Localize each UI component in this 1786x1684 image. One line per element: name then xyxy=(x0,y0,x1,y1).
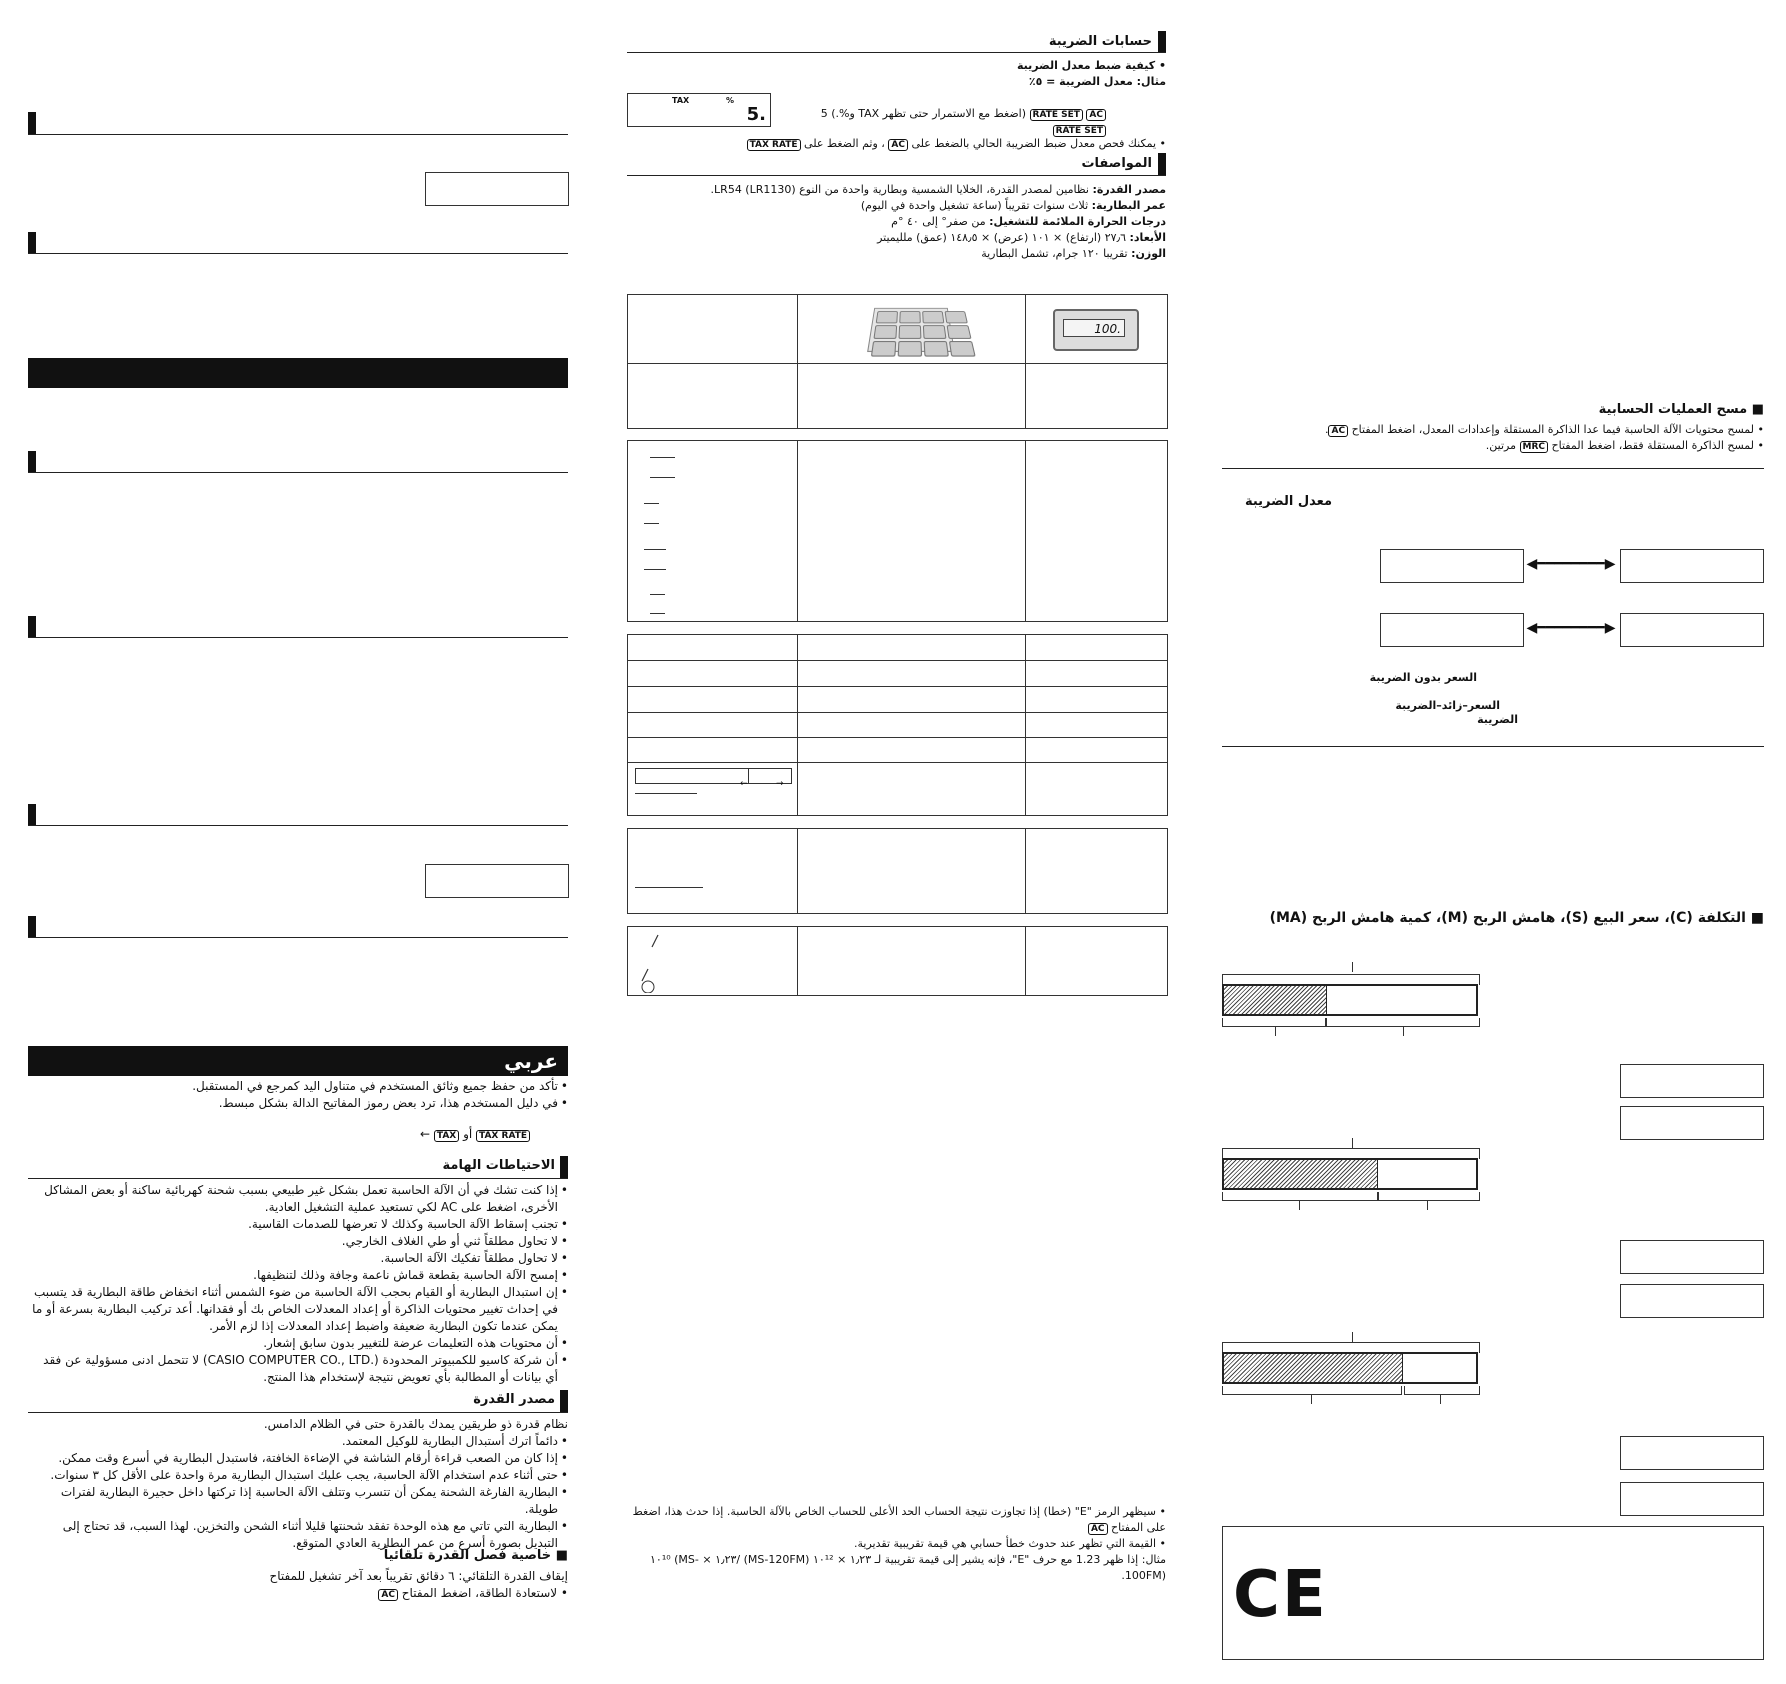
empty-box xyxy=(1620,1436,1764,1470)
margin-title-text: التكلفة (C)، سعر البيع (S)، هامش الربح (M)، كمية هامش الربح (MA) xyxy=(1269,910,1746,926)
section-rule xyxy=(28,825,568,826)
table-1 xyxy=(627,294,1168,429)
tax-key-small: TAX xyxy=(434,1130,459,1142)
error-notes: • سيظهر الرمز "E" (خطا) إذا تجاوزت نتيجة الحساب الحد الأعلى للحساب الخاص بالآلة الحاسبة. إذا حدث هذا، اضغط على المفتاح AC • القيمة التي تظهر عند حدوث خطأ حسابي هي قيمة تقريبية تقديرية. مثال: إذا ظهر 1.23 مع حرف "E"، فإنه يشير إلى قيمة تقريبية لـ ١٫٢٣ × ١٠¹² (MS-120FM) /١٫٢٣ × ١٠¹⁰ (MS-100FM). xyxy=(627,1504,1166,1584)
precaution-item: • أن محتويات هذه التعليمات عرضة للتغيير بدون سابق إشعار. xyxy=(28,1335,568,1352)
rate-set-key: RATE SET xyxy=(1030,109,1083,121)
spec-label: مصدر القدرة: xyxy=(1092,183,1166,196)
section-rule xyxy=(1222,746,1764,747)
error-note-2: القيمة التي تظهر عند حدوث خطأ حسابي هي قيمة تقريبية تقديرية. xyxy=(854,1537,1156,1550)
mrc-key: MRC xyxy=(1520,441,1549,453)
empty-box xyxy=(425,172,569,206)
auto-power-off-title xyxy=(300,1548,568,1563)
power-source-intro: نظام قدرة ذو طريقين يمدك بالقدرة حتى في الظلام الدامس. xyxy=(263,1417,568,1431)
section-rule xyxy=(627,175,1166,176)
section-rule xyxy=(28,253,568,254)
section-marker xyxy=(1158,31,1166,53)
empty-box xyxy=(425,864,569,898)
section-marker xyxy=(560,1390,568,1412)
section-marker xyxy=(28,112,36,134)
section-rule xyxy=(28,1412,568,1413)
intro-bullet: • في دليل المستخدم هذا، ترد بعض رموز المفاتيح الدالة بشكل مبسط. xyxy=(28,1095,568,1112)
hatched-cost-bar xyxy=(1224,1160,1378,1188)
ce-mark: CE xyxy=(1233,1558,1328,1632)
clear-item-2: لمسح الذاكرة المستقلة فقط، اضغط المفتاح xyxy=(1551,439,1754,452)
ac-key: AC xyxy=(378,1589,398,1601)
precaution-item: • لا تحاول مطلقاً ثني أو طي الغلاف الخارجي. xyxy=(28,1233,568,1250)
precaution-item: • إن استبدال البطارية أو القيام بحجب الآلة الحاسبة من ضوء الشمس أثناء انخفاض طاقة البطارية قد يتسبب في إحداث تغيير محتويات الذاكرة أو إعداد المعدلات الخاص بك أو فقدانها. أعد تركيب البطارية بسرعة أو ما يمكن عندما تكون البطارية ضعيفة واضبط إعداد المعدلات إذا لزم الأمر. xyxy=(28,1284,568,1335)
label-price-plus-tax: السعر–زائد–الضريبة xyxy=(1395,699,1500,712)
clear-title-text: مسح العمليات الحسابية xyxy=(1598,402,1748,417)
tax-check-note: • يمكنك فحص معدل ضبط الضريبة الحالي بالضغط على AC ، وثم الضغط على TAX RATE xyxy=(740,136,1166,168)
arabic-banner-text: عربي xyxy=(504,1049,558,1073)
ac-key: AC xyxy=(888,139,908,151)
calc-display xyxy=(627,93,771,127)
auto-power-off-title-text: خاصية فصل القدرة تلقائياً xyxy=(383,1548,552,1563)
clear-item-1: لمسح محتويات الآلة الحاسبة فيما عدا الذاكرة المستقلة وإعدادات المعدل، اضغط المفتاح xyxy=(1351,423,1754,436)
double-arrow-icon: ◀━━━━━━━━▶ xyxy=(1526,556,1616,572)
check-note-2: ، وثم الضغط على xyxy=(804,137,885,150)
ce-mark-box xyxy=(1222,1526,1764,1660)
section-rule xyxy=(627,52,1166,53)
ac-key: AC xyxy=(1328,425,1348,437)
square-bullet-icon: ■ xyxy=(555,1548,568,1563)
arabic-banner xyxy=(28,1046,568,1076)
section-marker xyxy=(560,1156,568,1178)
table-5 xyxy=(627,926,1168,996)
section-rule xyxy=(28,637,568,638)
keypad-icon xyxy=(867,308,955,352)
auto-off-line2: لاستعادة الطاقة، اضغط المفتاح xyxy=(401,1586,558,1600)
empty-box xyxy=(1620,1106,1764,1140)
diagram-box xyxy=(1620,613,1764,647)
power-item: • دائماً اترك أستبدال البطارية للوكيل المعتمد. xyxy=(28,1433,568,1450)
section-marker xyxy=(28,804,36,826)
display-value: 5. xyxy=(746,104,766,125)
arrow-right-icon: → xyxy=(776,779,784,789)
empty-box xyxy=(1620,1240,1764,1274)
section-marker xyxy=(28,616,36,638)
precaution-item: • تجنب إسقاط الآلة الحاسبة وكذلك لا تعرضها للصدمات القاسية. xyxy=(28,1216,568,1233)
check-note-1: يمكنك فحص معدل ضبط الضريبة الحالي بالضغط على xyxy=(911,137,1156,150)
or-text: أو xyxy=(463,1127,473,1141)
power-item: • البطارية الفارغة الشحنة يمكن أن تتسرب وتتلف الآلة الحاسبة إذا تركتها داخل حجيرة البطارية لفترات طويلة. xyxy=(28,1484,568,1518)
empty-box xyxy=(1620,1482,1764,1516)
section-rule xyxy=(28,472,568,473)
clear-section-title xyxy=(1400,402,1764,417)
label-price-without-tax: السعر بدون الضريبة xyxy=(1369,671,1477,684)
tax-rate-key: TAX RATE xyxy=(747,139,801,151)
display-icon xyxy=(1053,309,1139,351)
double-arrow-icon: ◀━━━━━━━━▶ xyxy=(1526,620,1616,636)
power-source-body xyxy=(28,1416,568,1552)
empty-box xyxy=(1620,1284,1764,1318)
diagram-box xyxy=(1380,549,1524,583)
instruction-text: (اضغط مع الاستمرار حتى تظهر TAX و%.) 5 xyxy=(820,107,1027,120)
precaution-item: • لا تحاول مطلقاً تفكيك الآلة الحاسبة. xyxy=(28,1250,568,1267)
left-arrow-icon: ← xyxy=(419,1127,431,1141)
square-bullet-icon: ■ xyxy=(1751,402,1764,417)
arabic-intro-bullets xyxy=(28,1078,568,1112)
table-3 xyxy=(627,634,1168,816)
display-icon-value: 100. xyxy=(1094,322,1121,336)
precautions-title: الاحتياطات الهامة xyxy=(442,1158,555,1173)
precaution-item: • أن شركة كاسيو للكمبيوتر المحدودة (.CASIO COMPUTER CO., LTD) لا تتحمل ادنى مسؤولية عن فقد أي بيانات أو المطالبة بأي تعويض نتيجة لإستخدام هذا المنتج. xyxy=(28,1352,568,1386)
power-item: • البطارية التي تاتي مع هذه الوحدة تفقد شحنتها قليلا أثناء الشحن والتخزين. لهذا السبب، قد تحتاج إلى التبديل بصورة أسرع من عمر البطارية العادي المتوقع. xyxy=(28,1518,568,1552)
auto-off-line1: إيقاف القدرة التلقائي: ٦ دقائق تقريباً بعد آخر تشغيل للمفتاح xyxy=(269,1569,568,1583)
margin-section-title xyxy=(1222,910,1764,926)
precaution-item: • إمسح الآلة الحاسبة بقطعة قماش ناعمة وجافة وذلك لتنظيفها. xyxy=(28,1267,568,1284)
bracket-diagram xyxy=(635,768,792,784)
section-marker xyxy=(28,451,36,473)
power-item: • إذا كان من الصعب قراءة أرقام الشاشة في الإضاءة الخافتة، فاستبدل البطارية في أسرع وقت ممكن. xyxy=(28,1450,568,1467)
tax-how-to: • كيفية ضبط معدل الضريبة مثال: معدل الضريبة = ٥٪ xyxy=(900,58,1166,90)
error-note-1: سيظهر الرمز "E" (خطا) إذا تجاوزت نتيجة الحساب الحد الأعلى للحساب الخاص بالآلة الحاسبة. إذا حدث هذا، اضغط على المفتاح xyxy=(632,1505,1166,1534)
tax-diagram-title: معدل الضريبة xyxy=(1244,494,1332,509)
spec-label: عمر البطارية: xyxy=(1091,199,1166,212)
spec-text: تقريبا ١٢٠ جرام، تشمل البطارية xyxy=(981,247,1128,260)
spec-text: ٢٧٫٦ (ارتفاع) × ١٠١ (عرض) × ١٤٨٫٥ (عمق) ملليميتر xyxy=(877,231,1127,244)
hatched-cost-bar xyxy=(1224,986,1327,1014)
diagram-box xyxy=(1620,549,1764,583)
section-rule xyxy=(1222,468,1764,469)
section-marker xyxy=(1158,153,1166,175)
clear-item-2-suffix: مرتين. xyxy=(1485,439,1517,452)
tax-indicator: TAX xyxy=(672,96,690,105)
empty-box xyxy=(1620,1064,1764,1098)
precautions-list xyxy=(28,1182,568,1386)
bullet-icon: • xyxy=(560,1586,568,1600)
spec-label: الوزن: xyxy=(1131,247,1166,260)
black-banner-empty xyxy=(28,358,568,388)
power-item: • حتى أثناء عدم استخدام الآلة الحاسبة، يجب عليك استبدال البطارية مرة واحدة على الأقل كل ٣ سنوات. xyxy=(28,1467,568,1484)
tax-example: مثال: معدل الضريبة = ٥٪ xyxy=(1028,75,1166,88)
how-to-set: كيفية ضبط معدل الضريبة xyxy=(1016,59,1156,72)
percent-indicator: % xyxy=(726,96,735,105)
table-2 xyxy=(627,440,1168,622)
spec-text: نظامين لمصدر القدرة، الخلايا الشمسية وبطارية واحدة من النوع LR54 (LR1130). xyxy=(710,183,1089,196)
section-rule xyxy=(28,134,568,135)
ac-key: AC xyxy=(1088,1523,1108,1535)
section-rule xyxy=(28,1178,568,1179)
clear-section-list: • لمسح محتويات الآلة الحاسبة فيما عدا الذاكرة المستقلة وإعدادات المعدل، اضغط المفتاح AC. • لمسح الذاكرة المستقلة فقط، اضغط المفتاح MRC مرتين. xyxy=(1324,423,1764,452)
table-4 xyxy=(627,828,1168,914)
section-rule xyxy=(28,937,568,938)
ac-key: AC xyxy=(1086,109,1106,121)
hatched-cost-bar xyxy=(1224,1354,1403,1382)
error-example: مثال: إذا ظهر 1.23 مع حرف "E"، فإنه يشير إلى قيمة تقريبية لـ ١٫٢٣ × ١٠¹² (MS-120FM) /١٫٢٣ × ١٠¹⁰ (MS-100FM). xyxy=(650,1553,1166,1582)
tax-section-title: حسابات الضريبة xyxy=(1048,34,1152,49)
intro-bullet: • تأكد من حفظ جميع وثائق المستخدم في متناول اليد كمرجع في المستقبل. xyxy=(28,1078,568,1095)
tax-set-instruction xyxy=(780,106,1106,138)
spec-text: من صفر° إلى ٤٠ °م xyxy=(891,215,986,228)
square-bullet-icon: ■ xyxy=(1750,910,1764,926)
battery-install-icon xyxy=(636,931,666,993)
power-source-title: مصدر القدرة xyxy=(473,1392,555,1407)
spec-text: ثلاث سنوات تقريباً (ساعة تشغيل واحدة في اليوم) xyxy=(860,199,1089,212)
precaution-item: • إذا كنت تشك في أن الآلة الحاسبة تعمل بشكل غير طبيعي بسبب شحنة كهربائية ساكنة أو بعض المشاكل الأخرى، اضغط على AC لكي تستعيد عملية التشغيل العادية. xyxy=(28,1182,568,1216)
section-marker xyxy=(28,916,36,938)
arrow-left-icon: ← xyxy=(740,779,748,789)
auto-power-off-body xyxy=(28,1568,568,1602)
spec-label: درجات الحرارة الملائمة للتشغيل: xyxy=(989,215,1166,228)
label-tax: الضريبة xyxy=(1477,713,1518,726)
specs-list xyxy=(627,182,1166,262)
tax-rate-key: TAX RATE xyxy=(476,1130,530,1142)
rate-set-key: RATE SET xyxy=(1053,125,1106,137)
section-marker xyxy=(28,232,36,254)
diagram-box xyxy=(1380,613,1524,647)
key-symbol-line xyxy=(380,1126,530,1143)
specs-title: المواصفات xyxy=(1081,156,1152,171)
spec-label: الأبعاد: xyxy=(1129,231,1166,244)
